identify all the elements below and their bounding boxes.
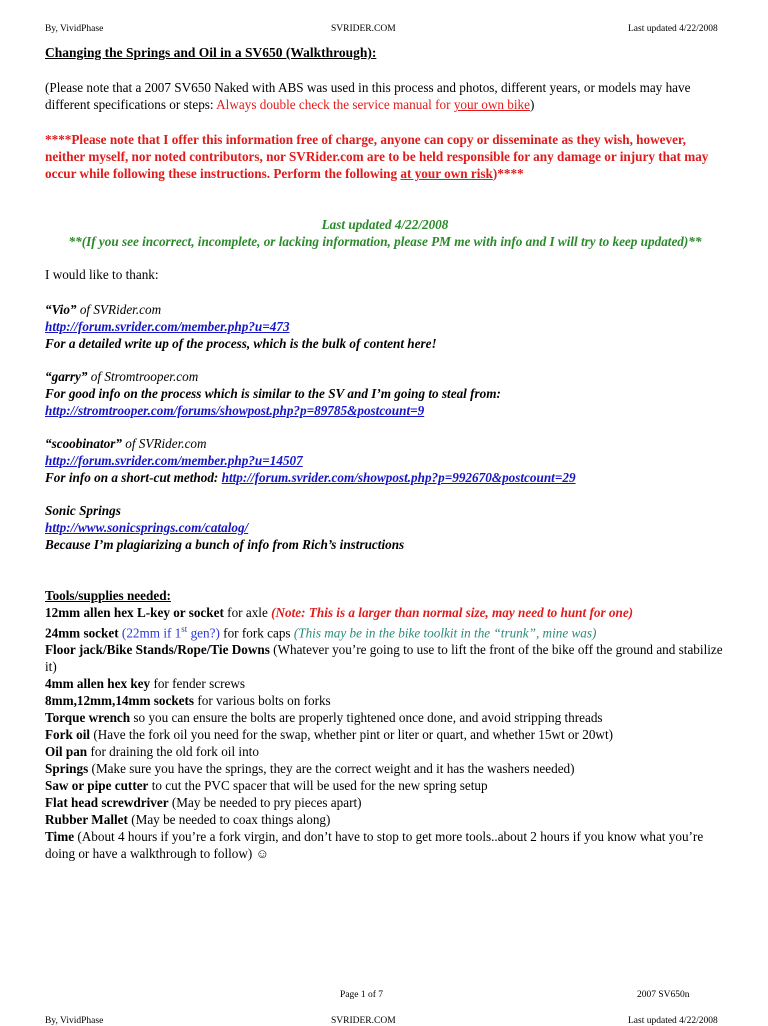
tool-item xyxy=(45,794,725,811)
credit-of: of Stromtrooper.com xyxy=(87,369,199,384)
tool-desc: (Have the fork oil you need for the swap, whether pint or liter or quart, and whether 15wt or 20wt) xyxy=(90,727,614,743)
note-paragraph xyxy=(45,79,725,113)
tool-alt-sup: st xyxy=(181,624,188,634)
tool-item xyxy=(45,641,725,675)
tool-item xyxy=(45,692,725,709)
disclaimer-text: ****Please note that I offer this information free of charge, anyone can copy or disseminate as they wish, however, neither myself, nor noted contributors, nor SVRider.com are to be held responsible for any damage or injury that may occur while following these instructions. Perform the following xyxy=(45,132,709,181)
credit-desc: For info on a short-cut method: xyxy=(45,470,222,485)
header-updated: Last updated 4/22/2008 xyxy=(628,24,718,34)
tool-desc: (May be needed to pry pieces apart) xyxy=(168,795,362,811)
tool-desc: (Whatever you’re going to use to lift the front of the bike off the ground and stabilize it) xyxy=(45,642,723,675)
note-close: ) xyxy=(530,97,535,112)
credit-link[interactable]: http://stromtrooper.com/forums/showpost.php?p=89785&postcount=9 xyxy=(45,403,425,418)
disclaimer-risk: at your own risk xyxy=(400,166,493,181)
credit-link[interactable]: http://forum.svrider.com/member.php?u=14507 xyxy=(45,453,303,468)
credit-link[interactable]: http://forum.svrider.com/member.php?u=473 xyxy=(45,319,290,334)
tool-item xyxy=(45,777,725,794)
tool-note: (This may be in the bike toolkit in the “trunk”, mine was) xyxy=(293,625,597,641)
tool-name: Torque wrench xyxy=(45,710,131,726)
tool-note: (Note: This is a larger than normal size, may need to hunt for one) xyxy=(271,605,634,620)
update-request: **(If you see incorrect, incomplete, or lacking information, please PM me with info and I will try to keep updated)** xyxy=(68,234,702,249)
tool-item xyxy=(45,811,725,828)
credit-desc: Because I’m plagiarizing a bunch of info from Rich’s instructions xyxy=(45,537,405,552)
next-page-header-author: By, VividPhase xyxy=(45,1016,104,1026)
credit-link-shortcut[interactable]: http://forum.svrider.com/showpost.php?p=992670&postcount=29 xyxy=(221,470,576,485)
footer-model: 2007 SV650n xyxy=(637,990,690,1000)
credit-desc: For good info on the process which is similar to the SV and I’m going to steal from: xyxy=(45,386,501,401)
tool-item xyxy=(45,726,725,743)
tool-item xyxy=(45,743,725,760)
credit-garry xyxy=(45,368,725,419)
tool-alt-size: (22mm if 1 xyxy=(118,625,182,641)
tool-name: Springs xyxy=(45,761,89,777)
tools-heading: Tools/supplies needed: xyxy=(45,588,171,603)
tool-desc: so you can ensure the bolts are properly tightened once done, and avoid stripping threads xyxy=(130,710,603,726)
note-text: (Please note that a 2007 SV650 Naked with ABS was used in this process and photos, different years, or models may have different specifications or steps: xyxy=(45,80,691,112)
thanks-intro: I would like to thank: xyxy=(45,267,159,282)
tool-name: 8mm,12mm,14mm sockets xyxy=(45,693,195,709)
tool-name: Saw or pipe cutter xyxy=(45,778,149,794)
tool-item xyxy=(45,760,725,777)
next-page-header-updated: Last updated 4/22/2008 xyxy=(628,1016,718,1026)
tool-name: Time xyxy=(45,829,75,845)
tool-desc: for draining the old fork oil into xyxy=(87,744,259,760)
disclaimer-paragraph xyxy=(45,131,725,182)
tool-desc: (Make sure you have the springs, they are the correct weight and it has the washers needed) xyxy=(88,761,575,777)
tool-desc: (About 4 hours if you’re a fork virgin, and don’t have to stop to get more tools..about 2 hours if you know what you’re doing or have a walkthrough to follow) ☺ xyxy=(45,829,704,862)
tool-item xyxy=(45,621,725,641)
credit-of: of SVRider.com xyxy=(121,436,207,451)
tool-name: Fork oil xyxy=(45,727,91,743)
tool-name: Flat head screwdriver xyxy=(45,795,169,811)
credit-desc: For a detailed write up of the process, which is the bulk of content here! xyxy=(45,336,437,351)
next-page-header-site: SVRIDER.COM xyxy=(331,1016,396,1026)
disclaimer-close: )**** xyxy=(492,166,524,181)
tool-desc: (May be needed to coax things along) xyxy=(127,812,331,828)
tool-name: 24mm socket xyxy=(45,625,119,641)
credit-vio xyxy=(45,301,725,352)
tool-item xyxy=(45,604,725,621)
credit-name: Sonic Springs xyxy=(45,503,121,518)
header-site: SVRIDER.COM xyxy=(331,24,396,34)
tool-item xyxy=(45,675,725,692)
credit-sonic-springs xyxy=(45,502,725,553)
tools-list xyxy=(45,604,725,862)
tool-desc: for axle xyxy=(223,605,272,620)
tool-desc: for fork caps xyxy=(219,625,294,641)
tool-desc: for various bolts on forks xyxy=(194,693,331,709)
footer-page-number: Page 1 of 7 xyxy=(340,990,384,1000)
tool-name: Floor jack/Bike Stands/Rope/Tie Downs xyxy=(45,642,270,658)
tool-desc: to cut the PVC spacer that will be used for the new spring setup xyxy=(148,778,488,794)
tool-name: 12mm allen hex L-key or socket xyxy=(45,605,224,620)
tool-item xyxy=(45,709,725,726)
document-title: Changing the Springs and Oil in a SV650 (Walkthrough): xyxy=(45,45,377,60)
update-line: Last updated 4/22/2008 xyxy=(321,217,449,232)
document-body xyxy=(45,44,725,862)
credit-name: “scoobinator” xyxy=(45,436,122,451)
note-warning-link: your own bike xyxy=(453,97,530,112)
tool-name: 4mm allen hex key xyxy=(45,676,151,692)
credit-link[interactable]: http://www.sonicsprings.com/catalog/ xyxy=(45,520,249,535)
note-warning: Always double check the service manual for xyxy=(216,97,454,112)
credit-scoobinator xyxy=(45,435,725,486)
tool-name: Rubber Mallet xyxy=(45,812,128,828)
tool-desc: for fender screws xyxy=(150,676,245,692)
credit-name: “garry” xyxy=(45,369,88,384)
credit-name: “Vio” xyxy=(45,302,77,317)
credit-of: of SVRider.com xyxy=(76,302,162,317)
header-author: By, VividPhase xyxy=(45,24,104,34)
tool-name: Oil pan xyxy=(45,744,88,760)
tool-item xyxy=(45,828,725,862)
tool-alt-size-end: gen?) xyxy=(187,625,220,641)
